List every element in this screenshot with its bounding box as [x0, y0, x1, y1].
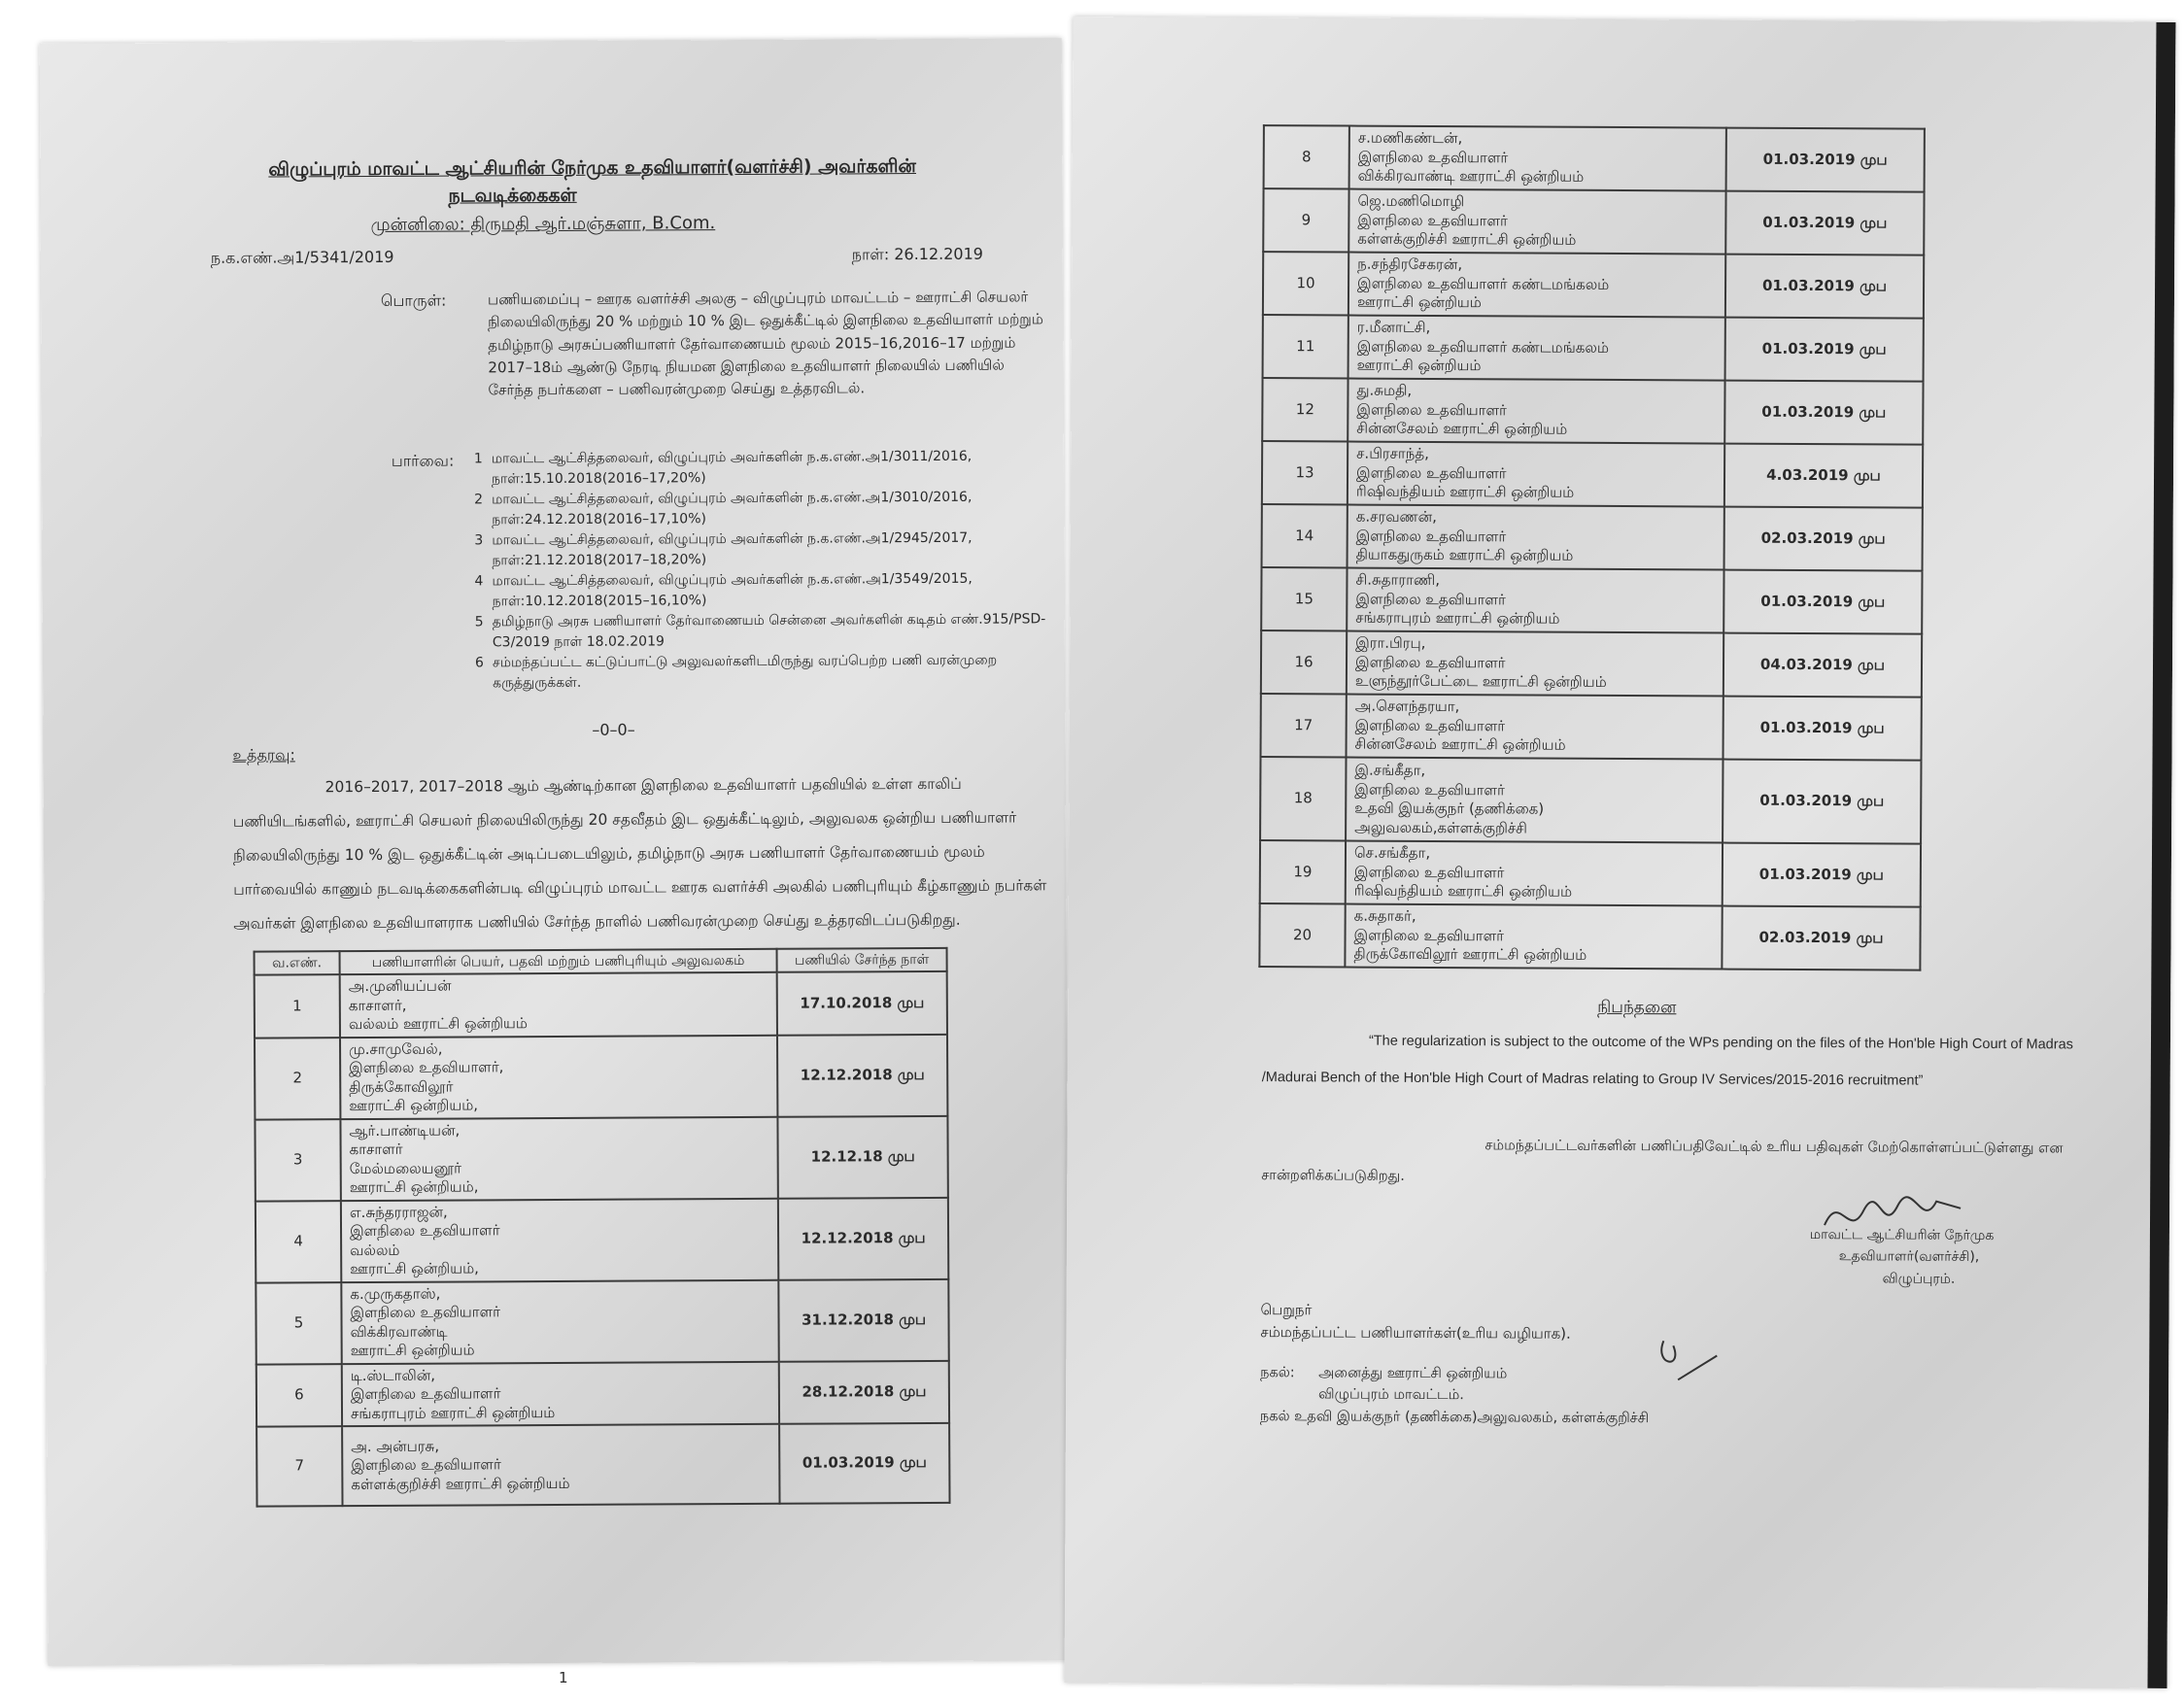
row-number: 1: [255, 974, 340, 1038]
reference-item: 4 மாவட்ட ஆட்சித்தலைவர், விழுப்புரம் அவர்களின் ந.க.எண்.அ1/3549/2015, நாள்:10.12.2018(2015–16,10%): [474, 570, 973, 610]
staff-details: ஜெ.மணிமொழி இளநிலை உதவியாளர் கள்ளக்குறிச்சி ஊராட்சி ஒன்றியம்: [1348, 189, 1725, 255]
joining-date: 04.03.2019 முப: [1723, 633, 1923, 698]
joining-date: 01.03.2019 முப: [1725, 128, 1925, 192]
column-header-sno: வ.எண்.: [255, 951, 340, 975]
table-row: [255, 1035, 947, 1120]
recipient-label: பெறுநர்: [1260, 1301, 1313, 1319]
table-row: [1261, 630, 1922, 698]
staff-details: அ. அன்பரசு, இளநிலை உதவியாளர் கள்ளக்குறிச்சி ஊராட்சி ஒன்றியம்: [342, 1424, 779, 1506]
signatory-place: விழுப்புரம்.: [1882, 1271, 1956, 1287]
table-row: [256, 1361, 949, 1427]
staff-details: து.சுமதி, இளநிலை உதவியாளர் சின்னசேலம் ஊராட்சி ஒன்றியம்: [1348, 379, 1724, 444]
joining-date: 01.03.2019 முப: [1724, 318, 1924, 382]
joining-date: 01.03.2019 முப: [1723, 843, 1922, 907]
row-number: 4: [256, 1201, 341, 1282]
copy-line3: நகல் உதவி இயக்குநர் (தணிக்கை)அலுவலகம், கள்ளக்குறிச்சி: [1259, 1409, 1650, 1427]
row-number: 15: [1261, 567, 1347, 630]
table-header-row: [255, 948, 947, 975]
joining-date: 01.03.2019 முப: [1724, 381, 1924, 445]
order-date: நாள்: 26.12.2019: [851, 244, 983, 264]
joining-date: 01.03.2019 முப: [1723, 697, 1922, 761]
references-list: [474, 446, 1058, 694]
document-page-right: [1065, 17, 2176, 1688]
joining-date: 01.03.2019 முப: [1723, 570, 1923, 634]
reference-item: 2 மாவட்ட ஆட்சித்தலைவர், விழுப்புரம் அவர்களின் ந.க.எண்.அ1/3010/2016, நாள்:24.12.2018(2016–17,10%): [474, 489, 973, 528]
row-number: 17: [1261, 694, 1347, 757]
condition-text: “The regularization is subject to the outcome of the WPs pending on the files of the Hon'ble High Court of Madras /Madurai Bench of the Hon'ble High Court of Madras relating to Group IV Services/2015-2016 recruitment”: [1261, 1033, 2073, 1089]
table-row: [1263, 252, 1924, 319]
page-number: 1: [559, 1669, 568, 1686]
copy-label: நகல்:: [1260, 1365, 1295, 1381]
joining-date: 4.03.2019 முப: [1724, 444, 1924, 508]
row-number: 10: [1263, 252, 1348, 315]
staff-details: இரா.பிரபு, இளநிலை உதவியாளர் உளுந்தூர்பேட்டை ஊராட்சி ஒன்றியம்: [1347, 631, 1723, 697]
joining-date: 01.03.2019 முப: [1725, 191, 1925, 255]
reference-item: 1 மாவட்ட ஆட்சித்தலைவர், விழுப்புரம் அவர்களின் ந.க.எண்.அ1/3011/2016, நாள்:15.10.2018(2016–17,20%): [473, 448, 973, 488]
copy-line1: அனைத்து ஊராட்சி ஒன்றியம்: [1318, 1365, 1508, 1382]
order-label: உத்தரவு:: [232, 745, 295, 765]
staff-details: க.சுதாகர், இளநிலை உதவியாளர் திருக்கோவிலூர் ஊராட்சி ஒன்றியம்: [1345, 904, 1722, 970]
table-row: [1259, 903, 1920, 970]
signatory-designation-line2: உதவியாளர்(வளர்ச்சி),: [1838, 1248, 1980, 1265]
row-number: 11: [1263, 315, 1348, 378]
staff-details: ர.மீனாட்சி, இளநிலை உதவியாளர் கண்டமங்கலம் ஊராட்சி ஒன்றியம்: [1348, 316, 1725, 381]
reference-number: ந.க.எண்.அ1/5341/2019: [210, 247, 394, 267]
staff-details: டி.ஸ்டாலின், இளநிலை உதவியாளர் சங்கராபுரம் ஊராட்சி ஒன்றியம்: [342, 1361, 779, 1426]
table-row: [1262, 441, 1923, 508]
row-number: 7: [256, 1426, 342, 1506]
subject-label: பொருள்:: [380, 290, 447, 310]
joining-date: 12.12.2018 முப: [778, 1198, 948, 1280]
reference-item: 6 சம்மந்தப்பட்ட கட்டுப்பாட்டு அலுவலர்களிடமிருந்து வரப்பெற்ற பணி வரன்முறை கருத்துருக்கள்.: [474, 652, 998, 692]
table-row: [1262, 378, 1923, 445]
signatory-designation: மாவட்ட ஆட்சியரின் நேர்முக: [1809, 1227, 1995, 1244]
photo-edge: [2148, 22, 2176, 1688]
joining-date: 02.03.2019 முப: [1723, 507, 1923, 571]
staff-details: ஆர்.பாண்டியன், காசாளர் மேல்மலையனூர் ஊராட்சி ஒன்றியம்,: [340, 1116, 777, 1200]
row-number: 3: [255, 1119, 340, 1201]
staff-details: அ.முனியப்பன் காசாளர், வல்லம் ஊராட்சி ஒன்றியம்: [340, 972, 777, 1038]
table-row: [256, 1279, 948, 1365]
staff-details: க.முருகதாஸ், இளநிலை உதவியாளர் விக்கிரவாண்டி ஊராட்சி ஒன்றியம்: [341, 1279, 778, 1363]
row-number: 2: [255, 1038, 340, 1119]
joining-date: 01.03.2019 முப: [1725, 255, 1925, 319]
staff-details: ந.சந்திரசேகரன், இளநிலை உதவியாளர் கண்டமங்கலம் ஊராட்சி ஒன்றியம்: [1348, 253, 1725, 318]
table-row: [1261, 567, 1922, 634]
table-row: [1264, 125, 1925, 192]
row-number: 9: [1263, 188, 1348, 252]
joining-date: 02.03.2019 முப: [1722, 906, 1921, 970]
reference-item: 3 மாவட்ட ஆட்சித்தலைவர், விழுப்புரம் அவர்களின் ந.க.எண்.அ1/2945/2017, நாள்:21.12.2018(2017–18,20%): [474, 529, 973, 569]
initial-mark: [1649, 1326, 1726, 1394]
staff-details: சி.சுதாராணி, இளநிலை உதவியாளர் சங்கராபுரம் ஊராட்சி ஒன்றியம்: [1347, 568, 1723, 633]
joining-date: 31.12.2018 முப: [778, 1279, 948, 1362]
table-row: [1263, 315, 1924, 382]
table-row: [1262, 504, 1923, 571]
joining-date: 12.12.2018 முப: [777, 1035, 947, 1117]
row-number: 6: [256, 1364, 342, 1427]
column-header-name: பணியாளரின் பெயர், பதவி மற்றும் பணிபுரியும் அலுவலகம்: [340, 949, 777, 975]
table-row: [255, 971, 947, 1038]
joining-date: 17.10.2018 முப: [777, 971, 947, 1035]
copy-line2: விழுப்புரம் மாவட்டம்.: [1318, 1386, 1464, 1404]
order-title: விழுப்புரம் மாவட்ட ஆட்சியரின் நேர்முக உதவியாளர்(வளர்ச்சி) அவர்களின்: [268, 155, 917, 181]
row-number: 14: [1262, 504, 1348, 567]
references-label: பார்வை:: [391, 451, 455, 470]
staff-table: [254, 947, 951, 1508]
row-number: 5: [256, 1282, 341, 1364]
joining-date: 28.12.2018 முப: [779, 1361, 949, 1424]
subject-text: பணியமைப்பு – ஊரக வளர்ச்சி அலகு – விழுப்புரம் மாவட்டம் – ஊராட்சி செயலர் நிலையிலிருந்து 20 % மற்றும் 10 % இட ஒதுக்கீட்டில் இளநிலை உதவியாளர் மற்றும் தமிழ்நாடு அரசுப்பணியாளர் தேர்வாணையம் மூலம் 2015–16,2016–17 மற்றும் 2017–18ம் ஆண்டு நேரடி நியமன இளநிலை உதவியாளர் நிலையில் பணியில் சேர்ந்த நபர்களை – பணிவரன்முறை செய்து உத்தரவிடல்.: [487, 288, 1043, 399]
section-divider: –0–0–: [592, 720, 635, 739]
joining-date: 01.03.2019 முப: [1723, 760, 1922, 844]
row-number: 16: [1261, 630, 1347, 694]
row-number: 19: [1260, 840, 1346, 903]
table-row: [1260, 840, 1921, 907]
table-row: [256, 1198, 948, 1283]
row-number: 8: [1264, 125, 1349, 188]
staff-details: ச.மணிகண்டன், இளநிலை உதவியாளர் விக்கிரவாண்டி ஊராட்சி ஒன்றியம்: [1349, 126, 1726, 191]
order-title-line2: நடவடிக்கைகள்: [448, 184, 577, 207]
row-number: 18: [1260, 757, 1346, 840]
recipient-text: சம்மந்தப்பட்ட பணியாளர்கள்(உரிய வழியாக).: [1260, 1323, 1571, 1343]
staff-details: மு.சாமுவேல், இளநிலை உதவியாளர், திருக்கோவிலூர் ஊராட்சி ஒன்றியம்,: [340, 1035, 777, 1118]
document-page-left: [40, 38, 1071, 1665]
row-number: 20: [1259, 903, 1345, 967]
reference-item: 5 தமிழ்நாடு அரசு பணியாளர் தேர்வாணையம் சென்னை அவர்களின் கடிதம் எண்.915/PSD-C3/2019 நாள் 18.02.2019: [474, 611, 1046, 651]
staff-details: செ.சங்கீதா, இளநிலை உதவியாளர் ரிஷிவந்தியம் ஊராட்சி ஒன்றியம்: [1346, 841, 1723, 906]
joining-date: 12.12.18 முப: [777, 1116, 947, 1199]
table-row: [256, 1423, 949, 1507]
certification-text: சம்மந்தப்பட்டவர்களின் பணிப்பதிவேட்டில் உரிய பதிவுகள் மேற்கொள்ளப்பட்டுள்ளது என சான்றளிக்கப்படுகிறது.: [1261, 1138, 2064, 1184]
order-text: 2016–2017, 2017–2018 ஆம் ஆண்டிற்கான இளநிலை உதவியாளர் பதவியில் உள்ள காலிப் பணியிடங்களில், ஊராட்சி செயலர் நிலையிலிருந்து 20 சதவீதம் இட ஒதுக்கீட்டிலும், அலுவலக ஒன்றிய பணியாளர் நிலையிலிருந்து 10 % இட ஒதுக்கீட்டின் அடிப்படையிலும், தமிழ்நாடு அரசு பணியாளர் தேர்வாணையம் மூலம் பார்வையில் காணும் நடவடிக்கைகளின்படி விழுப்புரம் மாவட்ட ஊரக வளர்ச்சி அலகில் பணிபுரியும் கீழ்காணும் நபர்கள் அவர்கள் இளநிலை உதவியாளராக பணியில் சேர்ந்த நாளில் பணிவரன்முறை செய்து உத்தரவிடப்படுகிறது.: [232, 774, 1047, 933]
staff-table-continued: [1258, 124, 1926, 971]
table-row: [1263, 188, 1924, 255]
table-row: [1260, 757, 1921, 844]
table-row: [1261, 694, 1922, 761]
staff-details: எ.சுந்தரராஜன், இளநிலை உதவியாளர் வல்லம் ஊராட்சி ஒன்றியம்,: [341, 1198, 778, 1281]
column-header-date: பணியில் சேர்ந்த நாள்: [777, 948, 947, 972]
joining-date: 01.03.2019 முப: [779, 1423, 949, 1504]
presence-line: முன்னிலை: திருமதி ஆர்.மஞ்சுளா, B.Com.: [370, 213, 716, 235]
condition-title: நிபந்தனை: [1597, 997, 1677, 1018]
row-number: 12: [1262, 378, 1348, 441]
staff-details: அ.சௌந்தரயா, இளநிலை உதவியாளர் சின்னசேலம் ஊராட்சி ஒன்றியம்: [1347, 695, 1723, 760]
row-number: 13: [1262, 441, 1348, 504]
staff-details: ச.பிரசாந்த், இளநிலை உதவியாளர் ரிஷிவந்தியம் ஊராட்சி ஒன்றியம்: [1348, 442, 1724, 507]
staff-details: இ.சங்கீதா, இளநிலை உதவியாளர் உதவி இயக்குநர் (தணிக்கை) அலுவலகம்,கள்ளக்குறிச்சி: [1346, 758, 1723, 843]
table-row: [255, 1116, 947, 1202]
staff-details: க.சரவணன், இளநிலை உதவியாளர் தியாகதுருகம் ஊராட்சி ஒன்றியம்: [1348, 505, 1724, 570]
